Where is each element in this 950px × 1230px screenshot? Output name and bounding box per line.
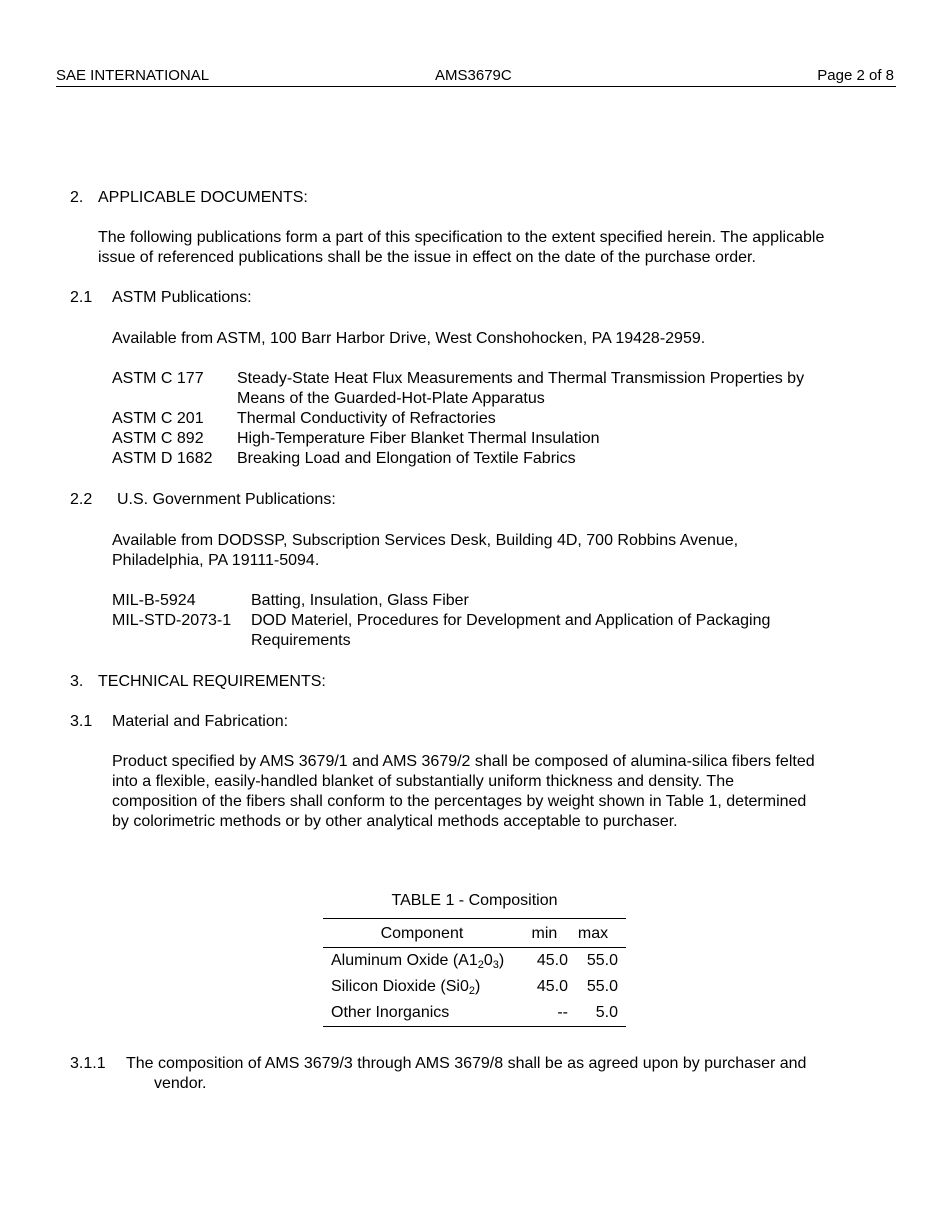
component-name-text: 0 <box>483 952 493 969</box>
composition-table <box>323 918 626 1027</box>
table-1-caption: TABLE 1 - Composition <box>391 892 558 909</box>
reference-title-line: DOD Materiel, Procedures for Development and Application of Packaging <box>251 612 771 629</box>
paragraph-line: Product specified by AMS 3679/1 and AMS 3679/2 shall be composed of alumina-silica fibers felted <box>112 753 815 770</box>
paragraph-line: The composition of AMS 3679/3 through AMS 3679/8 shall be as agreed upon by purchaser and <box>126 1055 807 1072</box>
max-value: 55.0 <box>586 978 618 995</box>
section-2-2-title: U.S. Government Publications: <box>117 491 336 508</box>
reference-code: MIL-STD-2073-1 <box>112 612 232 629</box>
paragraph-line: composition of the fibers shall conform to the percentages by weight shown in Table 1, determined <box>112 793 807 810</box>
paragraph-line: by colorimetric methods or by other analytical methods acceptable to purchaser. <box>112 813 678 830</box>
section-2-1-number: 2.1 <box>70 289 93 306</box>
section-3-1-1-paragraph <box>126 1054 896 1094</box>
table-row <box>323 948 626 975</box>
subscript: 2 <box>477 959 484 971</box>
government-reference-list <box>112 591 770 651</box>
section-2-1-availability: Available from ASTM, 100 Barr Harbor Drive, West Conshohocken, PA 19428-2959. <box>112 330 706 347</box>
reference-row <box>112 409 804 429</box>
reference-code: ASTM C 201 <box>112 410 204 427</box>
max-value: 55.0 <box>586 952 618 969</box>
reference-title-line: Steady-State Heat Flux Measurements and Thermal Transmission Properties by <box>237 370 805 387</box>
section-3-1-number: 3.1 <box>70 713 93 730</box>
component-name-text: Silicon Dioxide (Si0 <box>331 978 469 995</box>
section-2-paragraph-line: The following publications form a part of this specification to the extent specified herein. The applicable <box>98 229 825 246</box>
header-doc-number: AMS3679C <box>435 67 512 84</box>
page-header <box>56 66 896 87</box>
reference-row <box>112 429 804 449</box>
section-3-1-paragraph <box>112 752 902 832</box>
reference-code: MIL-B-5924 <box>112 592 196 609</box>
availability-line: Philadelphia, PA 19111-5094. <box>112 552 320 569</box>
section-3-number: 3. <box>70 673 84 690</box>
max-value: 5.0 <box>595 1004 618 1021</box>
min-value: 45.0 <box>536 952 568 969</box>
section-2-1-title: ASTM Publications: <box>112 289 252 306</box>
table-header-row <box>323 919 626 948</box>
paragraph-line: into a flexible, easily-handled blanket of substantially uniform thickness and density. The <box>112 773 734 790</box>
section-2-2-availability <box>112 531 892 571</box>
section-2-paragraph <box>98 228 898 268</box>
header-page-number: Page 2 of 8 <box>817 67 894 84</box>
column-header-min: min <box>521 919 568 948</box>
table-row <box>323 1000 626 1027</box>
subscript: 2 <box>468 985 475 997</box>
min-value: -- <box>557 1004 568 1021</box>
reference-title: High-Temperature Fiber Blanket Thermal Insulation <box>237 430 600 447</box>
section-3-1-1-number: 3.1.1 <box>70 1055 106 1072</box>
reference-code: ASTM C 892 <box>112 430 204 447</box>
astm-reference-list <box>112 369 804 469</box>
section-2-number: 2. <box>70 189 84 206</box>
section-2-title: APPLICABLE DOCUMENTS: <box>98 189 308 206</box>
component-name <box>323 974 521 1000</box>
reference-row <box>112 369 804 409</box>
reference-title: Thermal Conductivity of Refractories <box>237 410 496 427</box>
component-name-text: ) <box>498 952 505 969</box>
reference-row <box>112 611 770 651</box>
reference-code: ASTM C 177 <box>112 370 204 387</box>
component-name-text: ) <box>474 978 481 995</box>
section-3-1-title: Material and Fabrication: <box>112 713 289 730</box>
section-2-2-number: 2.2 <box>70 491 93 508</box>
reference-title-line: Means of the Guarded-Hot-Plate Apparatus <box>237 390 545 407</box>
reference-title-line: Requirements <box>251 632 351 649</box>
reference-row <box>112 449 804 469</box>
reference-title: Batting, Insulation, Glass Fiber <box>251 592 469 609</box>
component-name-text: Aluminum Oxide (A1 <box>331 952 478 969</box>
reference-title <box>237 369 804 409</box>
availability-line: Available from DODSSP, Subscription Services Desk, Building 4D, 700 Robbins Avenue, <box>112 532 739 549</box>
section-2-paragraph-line: issue of referenced publications shall be the issue in effect on the date of the purchase order. <box>98 249 756 266</box>
header-org: SAE INTERNATIONAL <box>56 67 210 84</box>
component-name: Other Inorganics <box>331 1004 450 1021</box>
subscript: 3 <box>492 959 499 971</box>
column-header-component: Component <box>323 919 521 948</box>
column-header-max: max <box>568 919 626 948</box>
reference-title <box>251 611 770 651</box>
section-3-title: TECHNICAL REQUIREMENTS: <box>98 673 326 690</box>
paragraph-line: vendor. <box>154 1075 207 1092</box>
min-value: 45.0 <box>536 978 568 995</box>
component-name <box>323 948 521 975</box>
reference-code: ASTM D 1682 <box>112 450 213 467</box>
reference-row <box>112 591 770 611</box>
table-row <box>323 974 626 1000</box>
reference-title: Breaking Load and Elongation of Textile Fabrics <box>237 450 576 467</box>
